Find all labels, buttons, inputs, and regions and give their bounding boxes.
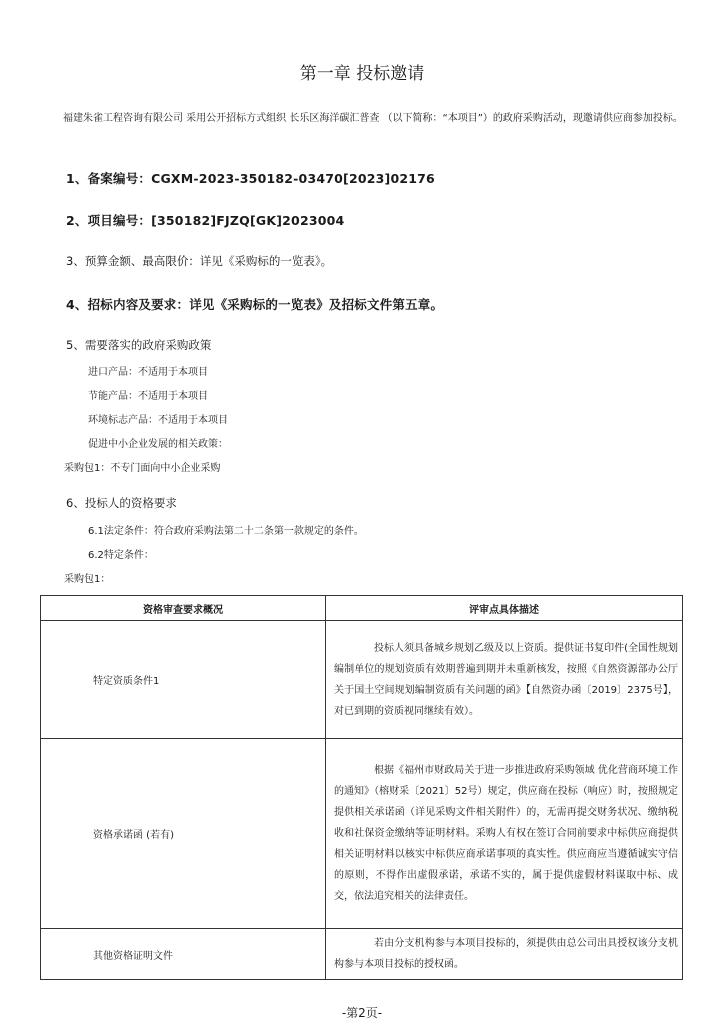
project-number: 2、项目编号：[350182]FJZQ[GK]2023004 bbox=[66, 213, 345, 228]
table-row bbox=[41, 621, 683, 739]
intro-paragraph: 福建朱雀工程咨询有限公司 采用公开招标方式组织 长乐区海洋碳汇普查 （以下简称：“本项目”）的政府采购活动，现邀请供应商参加投标。 bbox=[63, 113, 683, 124]
table-row bbox=[41, 739, 683, 929]
budget-line: 3、预算金额、最高限价：详见《采购标的一览表》。 bbox=[66, 254, 333, 268]
chapter-title: 第一章 投标邀请 bbox=[299, 64, 425, 84]
table-header: 评审点具体描述 bbox=[326, 596, 683, 621]
qualification-heading: 6、投标人的资格要求 bbox=[66, 496, 177, 510]
policy-package: 采购包1：不专门面向中小企业采购 bbox=[64, 463, 221, 474]
qualification-specific: 6.2特定条件： bbox=[88, 550, 154, 561]
record-number: 1、备案编号：CGXM-2023-350182-03470[2023]02176 bbox=[66, 171, 435, 186]
requirement-desc: 投标人须具备城乡规划乙级及以上资质。提供证书复印件(全国性规划编制单位的规划资质有效期普遍到期并未重新核发，按照《自然资源部办公厅关于国土空间规划编制资质有关问题的函》【自然资办函〔2019〕2375号】，对已到期的资质视同继续有效）。 bbox=[326, 621, 683, 739]
table-row bbox=[41, 929, 683, 980]
policy-env: 环境标志产品：不适用于本项目 bbox=[88, 415, 228, 426]
policy-import: 进口产品：不适用于本项目 bbox=[88, 367, 208, 378]
page-number: -第2页- bbox=[341, 1006, 383, 1020]
requirement-name: 特定资质条件1 bbox=[41, 621, 326, 739]
requirement-desc: 若由分支机构参与本项目投标的，须提供由总公司出具授权该分支机构参与本项目投标的授权函。 bbox=[326, 929, 683, 980]
policy-heading: 5、需要落实的政府采购政策 bbox=[66, 338, 212, 352]
policy-energy: 节能产品：不适用于本项目 bbox=[88, 391, 208, 402]
requirement-name: 其他资格证明文件 bbox=[41, 929, 326, 980]
requirement-desc: 根据《福州市财政局关于进一步推进政府采购领域 优化营商环境工作的通知》（榕财采〔2021〕52号）规定，供应商在投标（响应）时，按照规定提供相关承诺函（详见采购文件相关附件）的，无需再提交财务状况、缴纳税收和社保资金缴纳等证明材料。采购人有权在签订合同前要求中标供应商提供相关证明材料以核实中标供应商承诺事项的真实性。供应商应当遵循诚实守信的原则，不得作出虚假承诺，承诺不实的，属于提供虚假材料谋取中标、成交，依法追究相关的法律责任。 bbox=[326, 739, 683, 929]
table-header-row bbox=[41, 596, 683, 621]
qualification-table bbox=[40, 595, 683, 980]
qualification-legal: 6.1法定条件：符合政府采购法第二十二条第一款规定的条件。 bbox=[88, 526, 364, 537]
qualification-package: 采购包1： bbox=[64, 574, 111, 585]
requirement-name: 资格承诺函 (若有) bbox=[41, 739, 326, 929]
content-line: 4、招标内容及要求：详见《采购标的一览表》及招标文件第五章。 bbox=[66, 297, 444, 312]
table-header: 资格审查要求概况 bbox=[41, 596, 326, 621]
policy-sme: 促进中小企业发展的相关政策： bbox=[88, 439, 228, 450]
